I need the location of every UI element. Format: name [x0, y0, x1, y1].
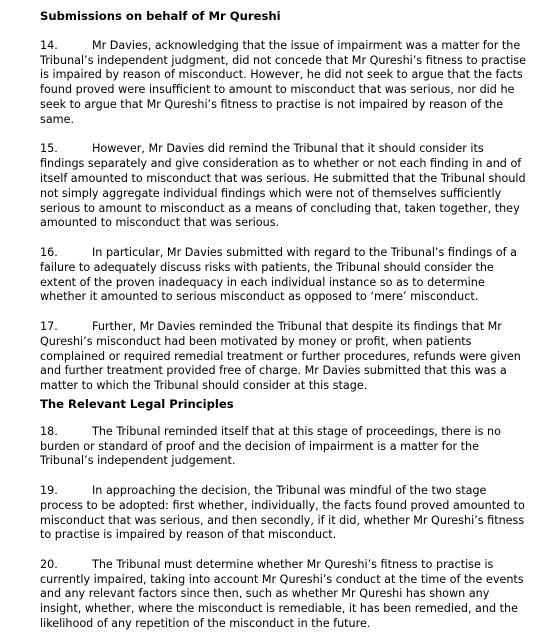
paragraph-text: In approaching the decision, the Tribunal was mindful of the two stage process to be adopted: first whether, individually, the facts found proved amounted to misconduct that was serious, and then secondly, if it did, whether Mr Qureshi’s fitness to practise is impaired by reason of that misconduct.: [40, 483, 525, 542]
section-heading-submissions: Submissions on behalf of Mr Qureshi: [40, 9, 281, 23]
paragraph-20: [40, 558, 528, 632]
paragraph-14: [40, 39, 528, 128]
paragraph-16: [40, 246, 528, 305]
paragraph-18: [40, 425, 528, 469]
paragraph-number: 15.: [40, 142, 58, 156]
paragraph-text: The Tribunal must determine whether Mr Qureshi’s fitness to practise is currently impaired, taking into account Mr Qureshi’s conduct at the time of the events and any relevant factors since then, such as whether Mr Qureshi has shown any insight, whether, where the misconduct is remediable, it has been remedied, and the likelihood of any repetition of the misconduct in the future.: [40, 557, 524, 631]
paragraph-number: 20.: [40, 557, 58, 571]
paragraph-text: Further, Mr Davies reminded the Tribunal that despite its findings that Mr Qureshi’s misconduct had been motivated by money or profit, when patients complained or required remedial treatment or further procedures, refunds were given and further treatment provided free of charge. Mr Davies submitted that this was a matter to which the Tribunal should consider at this stage.: [40, 319, 521, 393]
paragraph-17: [40, 320, 528, 394]
paragraph-text: However, Mr Davies did remind the Tribunal that it should consider its findings separately and give consideration as to whether or not each finding in and of itself amounted to misconduct that was serious. He submitted that the Tribunal should not simply aggregate individual findings which were not of themselves sufficiently serious to amount to misconduct as a means of concluding that, taken together, they amounted to misconduct that was serious.: [40, 142, 526, 230]
paragraph-text: Mr Davies, acknowledging that the issue of impairment was a matter for the Tribunal’s independent judgment, did not concede that Mr Qureshi’s fitness to practise is impaired by reason of misconduct. However, he did not seek to argue that the facts found proved were insufficient to amount to misconduct that was serious, nor did he seek to argue that Mr Qureshi’s fitness to practise is not impaired by reason of the same.: [40, 38, 527, 126]
paragraph-number: 16.: [40, 245, 58, 259]
paragraph-number: 17.: [40, 319, 58, 333]
paragraph-number: 18.: [40, 424, 58, 438]
section-heading-legal-principles: The Relevant Legal Principles: [40, 396, 234, 411]
paragraph-number: 19.: [40, 483, 58, 497]
paragraph-text: In particular, Mr Davies submitted with regard to the Tribunal’s findings of a failure to adequately discuss risks with patients, the Tribunal should consider the extent of the proven inadequacy in each individual instance so as to determine whether it amounted to serious misconduct as opposed to ‘mere’ misconduct.: [40, 245, 517, 304]
paragraph-number: 14.: [40, 38, 58, 52]
paragraph-15: [40, 142, 528, 231]
paragraph-text: The Tribunal reminded itself that at this stage of proceedings, there is no burden or standard of proof and the decision of impairment is a matter for the Tribunal’s independent judgement.: [40, 424, 501, 468]
paragraph-19: [40, 484, 528, 543]
